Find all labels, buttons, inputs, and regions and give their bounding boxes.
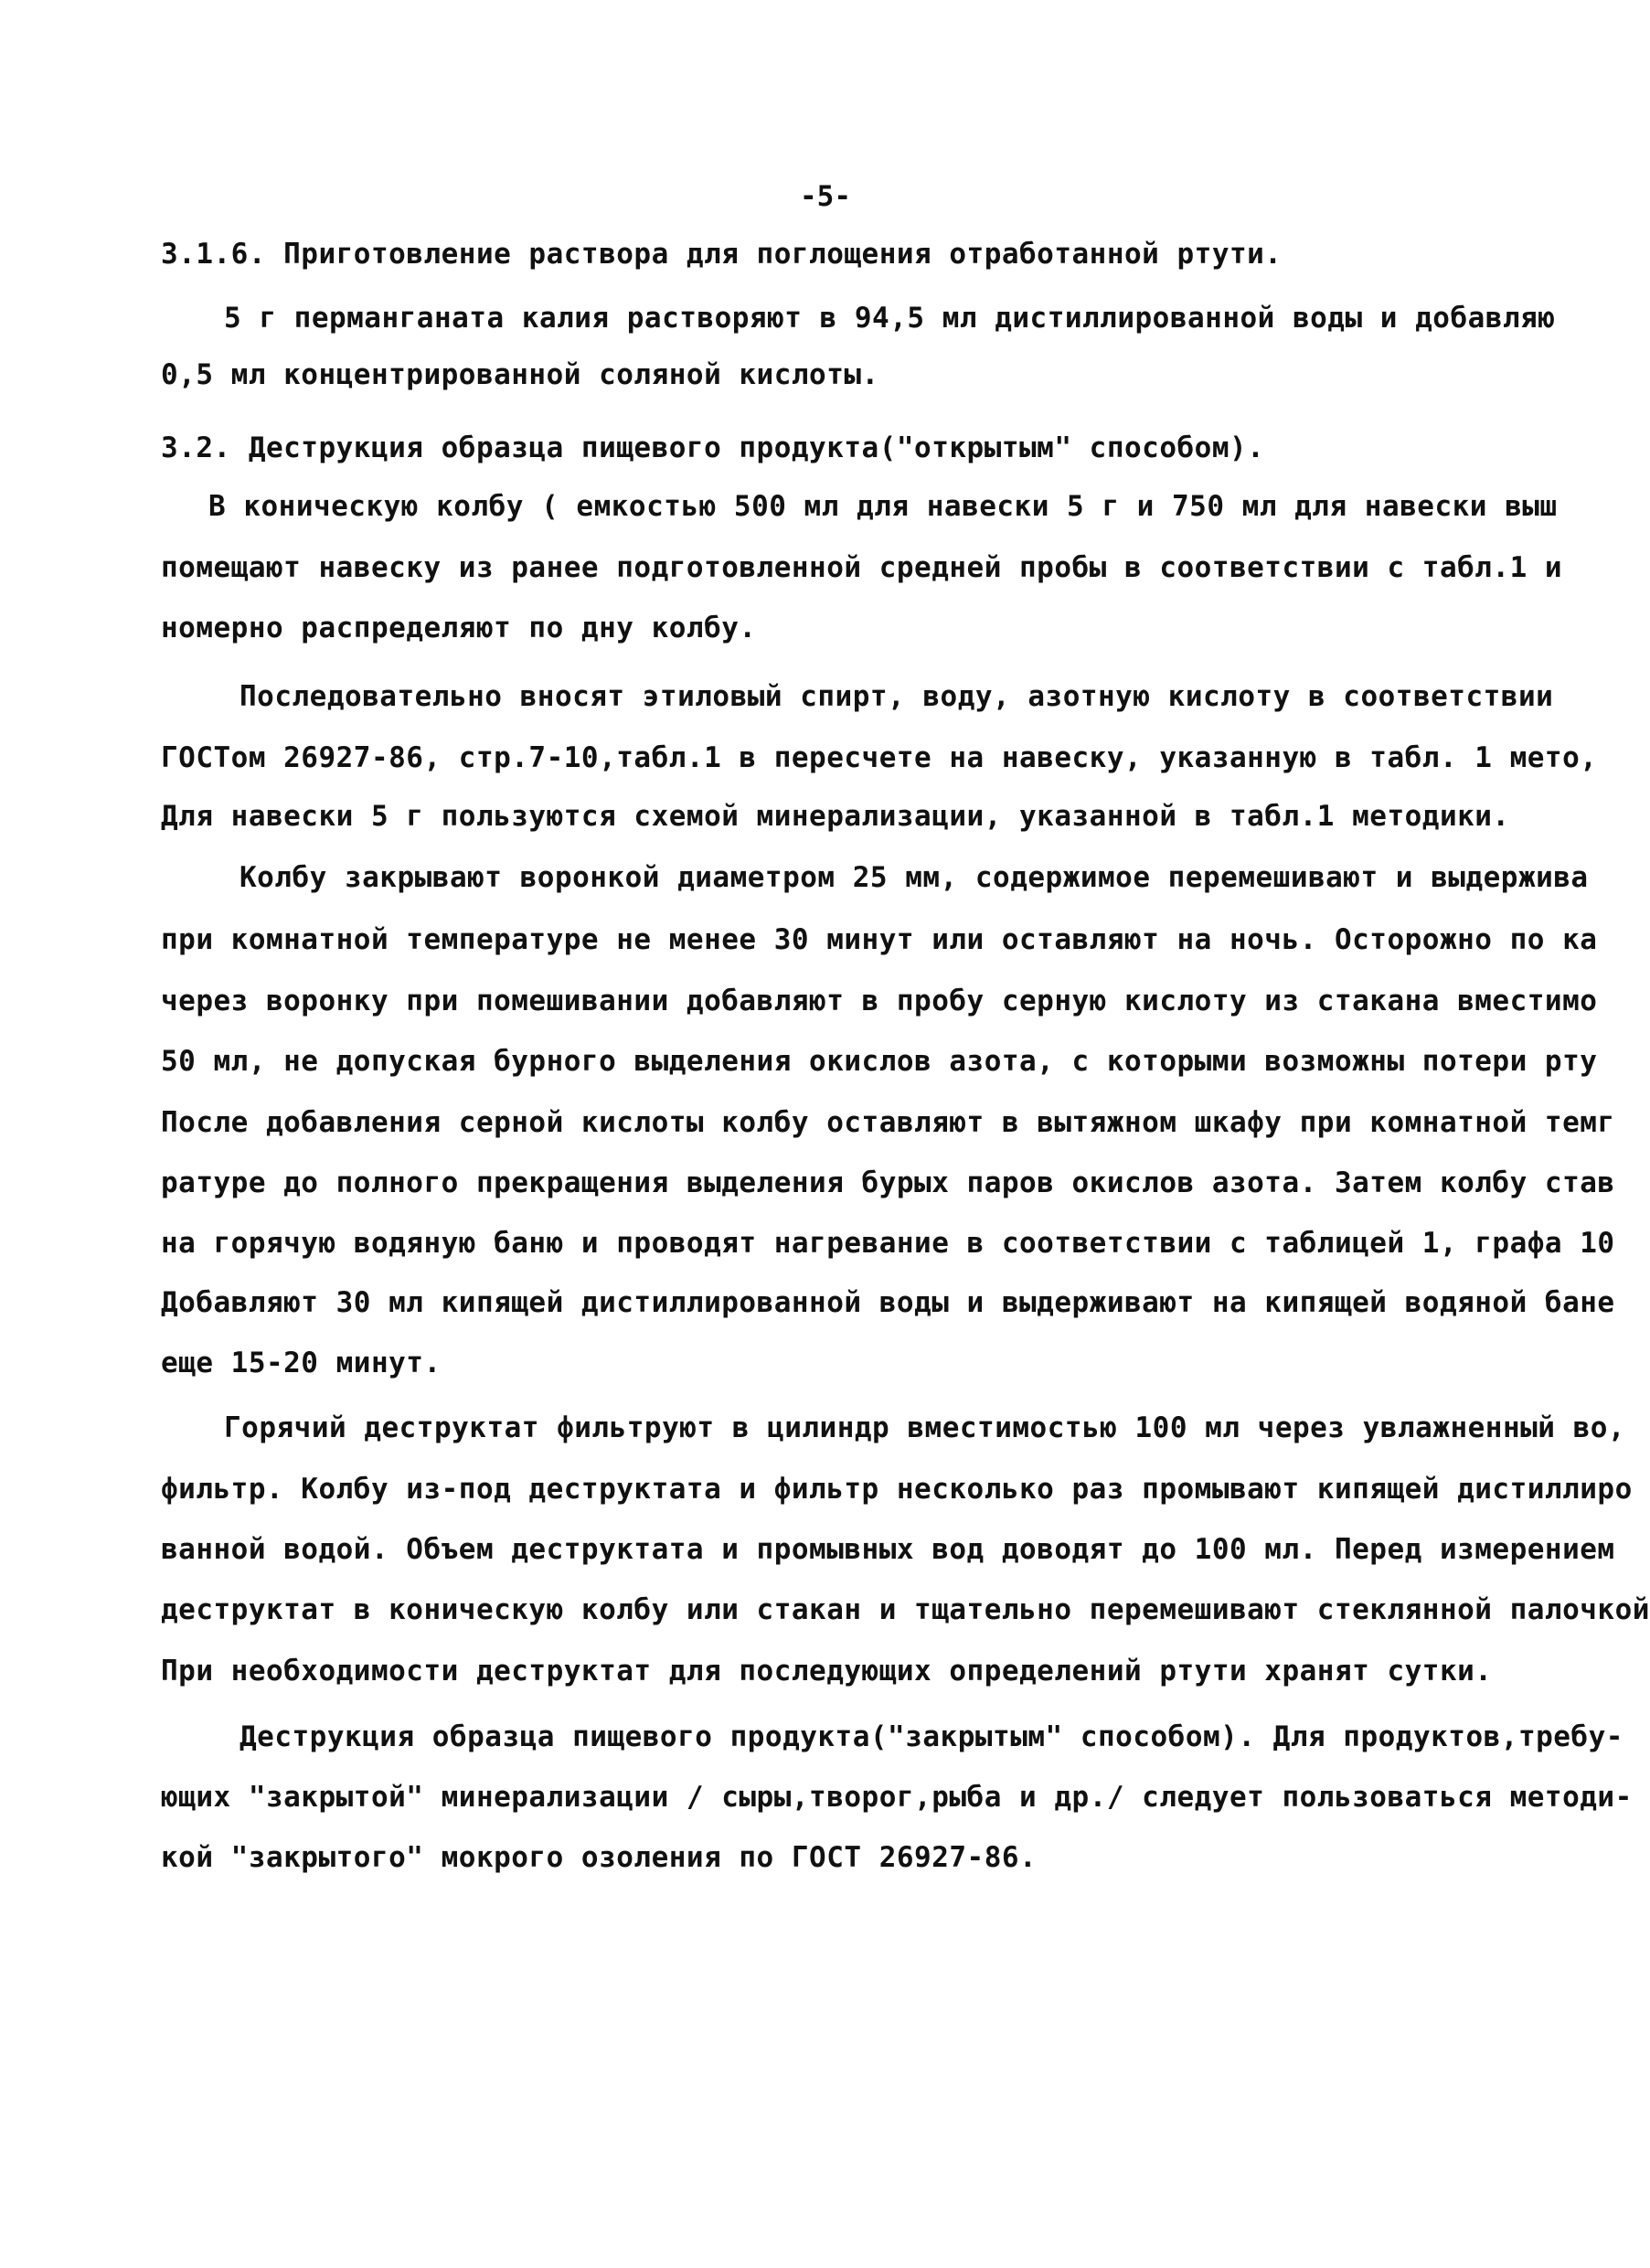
text-line: Колбу закрывают воронкой диаметром 25 мм, содержимое перемешивают и выдержива — [240, 861, 1589, 894]
text-line: кой "закрытого" мокрого озоления по ГОСТ 26927-86. — [161, 1841, 1038, 1874]
text-line: ющих "закрытой" минерализации / сыры,творог,рыба и др./ следует пользоваться методи- — [161, 1781, 1633, 1814]
text-line: ратуре до полного прекращения выделения бурых паров окислов азота. Затем колбу став — [161, 1166, 1615, 1199]
page-number: -5- — [800, 180, 851, 213]
text-line: ГОСТом 26927-86, стр.7-10,табл.1 в пересчете на навеску, указанную в табл. 1 мето, — [161, 741, 1598, 774]
text-line: еще 15-20 минут. — [161, 1347, 442, 1379]
text-line: через воронку при помешивании добавляют в пробу серную кислоту из стакана вместимо — [161, 985, 1598, 1017]
section-heading-3-2: 3.2. Деструкция образца пищевого продукта("открытым" способом). — [161, 431, 1265, 464]
text-line: при комнатной температуре не менее 30 минут или оставляют на ночь. Осторожно по ка — [161, 923, 1598, 956]
text-line: После добавления серной кислоты колбу оставляют в вытяжном шкафу при комнатной темг — [161, 1106, 1615, 1139]
text-line: 5 г перманганата калия растворяют в 94,5 мл дистиллированной воды и добавляю — [224, 302, 1556, 335]
text-line: номерно распределяют по дну колбу. — [161, 612, 757, 644]
text-line: Горячий деструктат фильтруют в цилиндр вместимостью 100 мл через увлажненный во, — [224, 1411, 1626, 1444]
text-line: Добавляют 30 мл кипящей дистиллированной воды и выдерживают на кипящей водяной бане — [161, 1286, 1615, 1319]
text-line: 50 мл, не допуская бурного выделения окислов азота, с которыми возможны потери рту — [161, 1045, 1598, 1078]
text-line: ванной водой. Объем деструктата и промывных вод доводят до 100 мл. Перед измерением — [161, 1533, 1615, 1566]
text-line: 0,5 мл концентрированной соляной кислоты. — [161, 358, 879, 391]
text-line: Последовательно вносят этиловый спирт, воду, азотную кислоту в соответствии — [240, 680, 1554, 713]
text-line: фильтр. Колбу из-под деструктата и фильтр несколько раз промывают кипящей дистиллиро — [161, 1473, 1633, 1506]
text-line: Для навески 5 г пользуются схемой минерализации, указанной в табл.1 методики. — [161, 800, 1510, 833]
text-line: деструктат в коническую колбу или стакан и тщательно перемешивают стеклянной палочкой — [161, 1593, 1650, 1626]
text-line: При необходимости деструктат для последующих определений ртути хранят сутки. — [161, 1655, 1493, 1688]
text-line: на горячую водяную баню и проводят нагревание в соответствии с таблицей 1, графа 10 — [161, 1227, 1615, 1260]
text-line: помещают навеску из ранее подготовленной средней пробы в соответствии с табл.1 и — [161, 551, 1563, 584]
section-heading-3-1-6: 3.1.6. Приготовление раствора для поглощения отработанной ртути. — [161, 238, 1283, 271]
text-line: Деструкция образца пищевого продукта("закрытым" способом). Для продуктов,требу- — [240, 1720, 1623, 1753]
text-line: В коническую колбу ( емкостью 500 мл для навески 5 г и 750 мл для навески выш — [208, 490, 1558, 523]
